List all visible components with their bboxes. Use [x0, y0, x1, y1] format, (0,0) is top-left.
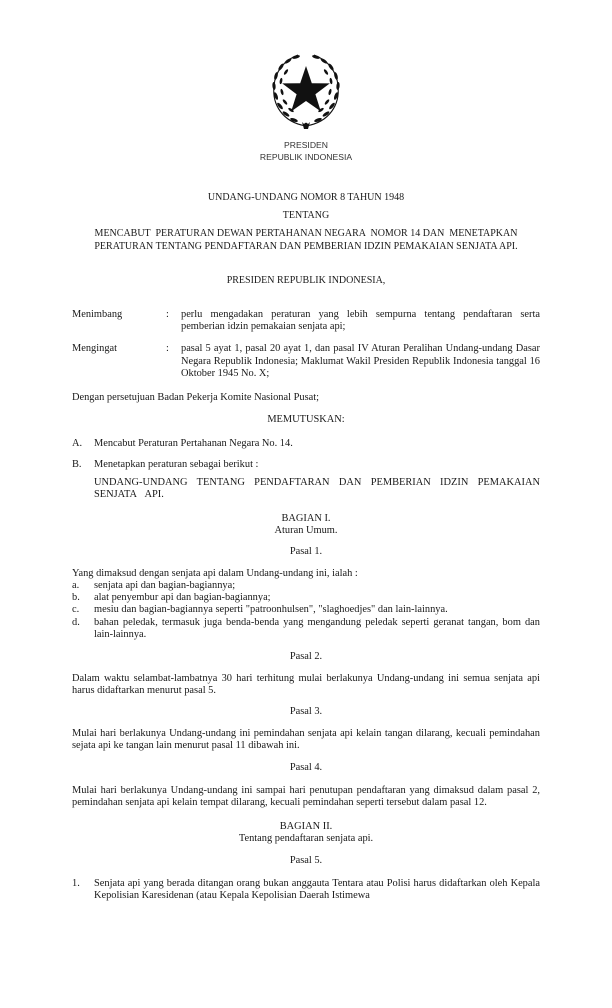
- decision-item-b: [72, 459, 540, 471]
- pasal1-item-d: [72, 617, 540, 641]
- letterhead-line-2: REPUBLIK INDONESIA: [259, 152, 353, 162]
- pasal2-text: Dalam waktu selambat-lambatnya 30 hari terhitung mulai berlakunya Undang-undang ini semua senjata api harus didaftarkan menurut pasal 5.: [72, 673, 540, 697]
- tentang-label: TENTANG: [282, 210, 330, 222]
- pasal5-item-1: [72, 878, 540, 902]
- consideration-text: perlu mengadakan peraturan yang lebih sempurna tentang pendaftaran serta pemberian idzin pemakaian senjata api;: [181, 309, 540, 333]
- pasal1-intro: Yang dimaksud dengan senjata api dalam Undang-undang ini, ialah :: [72, 567, 358, 579]
- pasal2-heading: Pasal 2.: [289, 651, 323, 663]
- approval-statement: Dengan persetujuan Badan Pekerja Komite Nasional Pusat;: [72, 392, 320, 404]
- consideration-colon: :: [166, 343, 169, 355]
- item-text: Senjata api yang berada ditangan orang bukan anggauta Tentara atau Polisi harus didaftarkan oleh Kepala Kepolisian Karesidenan (atau Kepala Kepolisian Daerah Istimewa: [94, 877, 540, 901]
- item-text: mesiu dan bagian-bagiannya seperti "patroonhulsen", "slaghoedjes" dan lain-lainnya.: [94, 604, 448, 616]
- item-text: alat penyembur api dan bagian-bagiannya;: [94, 592, 271, 604]
- letterhead-line-1: PRESIDEN: [284, 140, 328, 150]
- pasal1-item-b: [72, 592, 540, 604]
- consideration-text: pasal 5 ayat 1, pasal 20 ayat 1, dan pasal IV Aturan Peralihan Undang-undang Dasar Negara Republik Indonesia; Maklumat Wakil Presiden Republik Indonesia tanggal 16 Oktober 1945 No. X;: [181, 343, 540, 379]
- consideration-menimbang: [72, 309, 540, 333]
- issuer: PRESIDEN REPUBLIK INDONESIA,: [226, 274, 386, 286]
- item-marker: a.: [72, 580, 80, 592]
- item-text: senjata api dan bagian-bagiannya;: [94, 580, 236, 592]
- consideration-label: Menimbang: [72, 309, 123, 321]
- enacted-law-title: UNDANG-UNDANG TENTANG PENDAFTARAN DAN PEMBERIAN IDZIN PEMAKAIAN SENJATA API.: [94, 476, 540, 501]
- pasal3-text: Mulai hari berlakunya Undang-undang ini pemindahan senjata api kelain tangan dilarang, kecuali pemindahan sejata api ke tangan lain menurut pasal 11 dibawah ini.: [72, 727, 540, 752]
- part1-heading: BAGIAN I.: [281, 513, 331, 525]
- consideration-mengingat: [72, 343, 540, 380]
- item-text: Menetapkan peraturan sebagai berikut :: [94, 458, 259, 470]
- pasal1-heading: Pasal 1.: [289, 545, 323, 557]
- item-marker: d.: [72, 616, 80, 628]
- pasal3-heading: Pasal 3.: [289, 705, 323, 717]
- consideration-colon: :: [166, 309, 169, 321]
- letterhead: [0, 139, 612, 163]
- decision-heading: MEMUTUSKAN:: [267, 414, 345, 426]
- pasal5-heading: Pasal 5.: [289, 855, 323, 867]
- pasal1-item-a: [72, 580, 540, 592]
- part1-subheading: Aturan Umum.: [274, 525, 338, 537]
- item-text: bahan peledak, termasuk juga benda-benda yang mengandung peledak seperti geranat tangan, bom dan lain-lainnya.: [94, 616, 540, 640]
- pasal4-heading: Pasal 4.: [289, 762, 323, 774]
- pasal4-text: Mulai hari berlakunya Undang-undang ini sampai hari penutupan pendaftaran yang dimaksud dalam pasal 2, pemindahan senjata api kelain tempat dilarang, kecuali pemindahan seperti tersebut dalam pasal 12.: [72, 784, 540, 808]
- item-marker: c.: [72, 604, 80, 616]
- document-body: [72, 192, 540, 902]
- part2-subheading: Tentang pendaftaran senjata api.: [238, 833, 374, 845]
- item-text: Mencabut Peraturan Pertahanan Negara No. 14.: [94, 438, 293, 450]
- decision-item-a: [72, 438, 540, 450]
- item-marker: 1.: [72, 877, 80, 889]
- item-marker: b.: [72, 592, 80, 604]
- item-marker: B.: [72, 458, 82, 470]
- subject-line-1: MENCABUT PERATURAN DEWAN PERTAHANAN NEGARA NOMOR 14 DAN MENETAPKAN: [94, 228, 518, 240]
- law-title: UNDANG-UNDANG NOMOR 8 TAHUN 1948: [207, 192, 405, 203]
- part2-heading: BAGIAN II.: [279, 820, 333, 832]
- presidential-emblem-icon: [268, 52, 344, 130]
- pasal1-item-c: [72, 604, 540, 616]
- subject-line-2: PERATURAN TENTANG PENDAFTARAN DAN PEMBERIAN IDZIN PEMAKAIAN SENJATA API.: [94, 240, 518, 252]
- consideration-label: Mengingat: [72, 343, 118, 355]
- item-marker: A.: [72, 438, 83, 450]
